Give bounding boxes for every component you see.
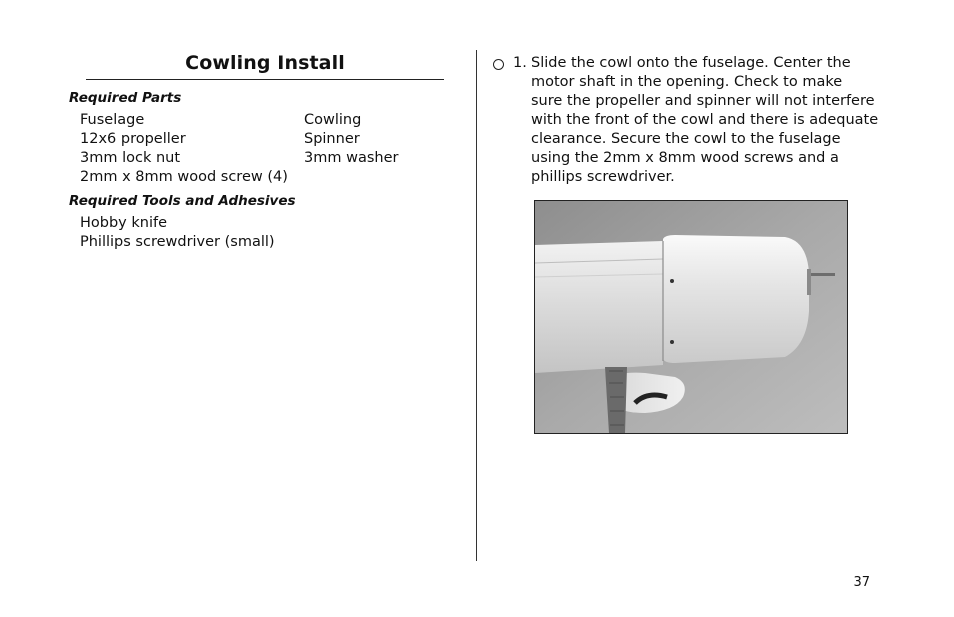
part-item: Fuselage — [80, 112, 145, 128]
part-item: 12x6 propeller — [80, 131, 186, 147]
parts-row — [80, 130, 444, 149]
cowling-photo-illustration — [535, 201, 847, 433]
part-item: Cowling — [304, 112, 362, 128]
required-parts-list — [80, 111, 444, 187]
part-item: 3mm lock nut — [80, 150, 181, 166]
step-text-line: using the 2mm x 8mm wood screws and a — [531, 150, 839, 166]
step-text-line: sure the propeller and spinner will not interfere — [531, 93, 875, 109]
required-tools-list — [80, 214, 275, 252]
required-tools-heading: Required Tools and Adhesives — [69, 193, 296, 209]
step-number: 1. — [513, 55, 527, 71]
step-text-line: with the front of the cowl and there is adequate — [531, 112, 879, 128]
part-item: 3mm washer — [304, 150, 399, 166]
step-instructions — [531, 54, 879, 187]
parts-row — [80, 149, 444, 168]
step-text-line: phillips screwdriver. — [531, 169, 675, 185]
title-underline — [86, 79, 444, 80]
required-parts-heading: Required Parts — [69, 90, 182, 106]
parts-row — [80, 111, 444, 130]
step-text-line: motor shaft in the opening. Check to make — [531, 74, 843, 90]
page-number: 37 — [853, 575, 870, 590]
part-item: 2mm x 8mm wood screw (4) — [80, 169, 288, 185]
cowling-photo — [534, 200, 848, 434]
part-item: Spinner — [304, 131, 360, 147]
parts-row — [80, 168, 444, 187]
tool-item: Hobby knife — [80, 215, 168, 231]
step-checkbox-icon[interactable] — [493, 59, 504, 70]
step-text-line: clearance. Secure the cowl to the fuselage — [531, 131, 841, 147]
section-title: Cowling Install — [185, 52, 345, 74]
tool-item: Phillips screwdriver (small) — [80, 234, 275, 250]
step-text-line: Slide the cowl onto the fuselage. Center the — [531, 55, 851, 71]
column-divider — [476, 50, 477, 561]
